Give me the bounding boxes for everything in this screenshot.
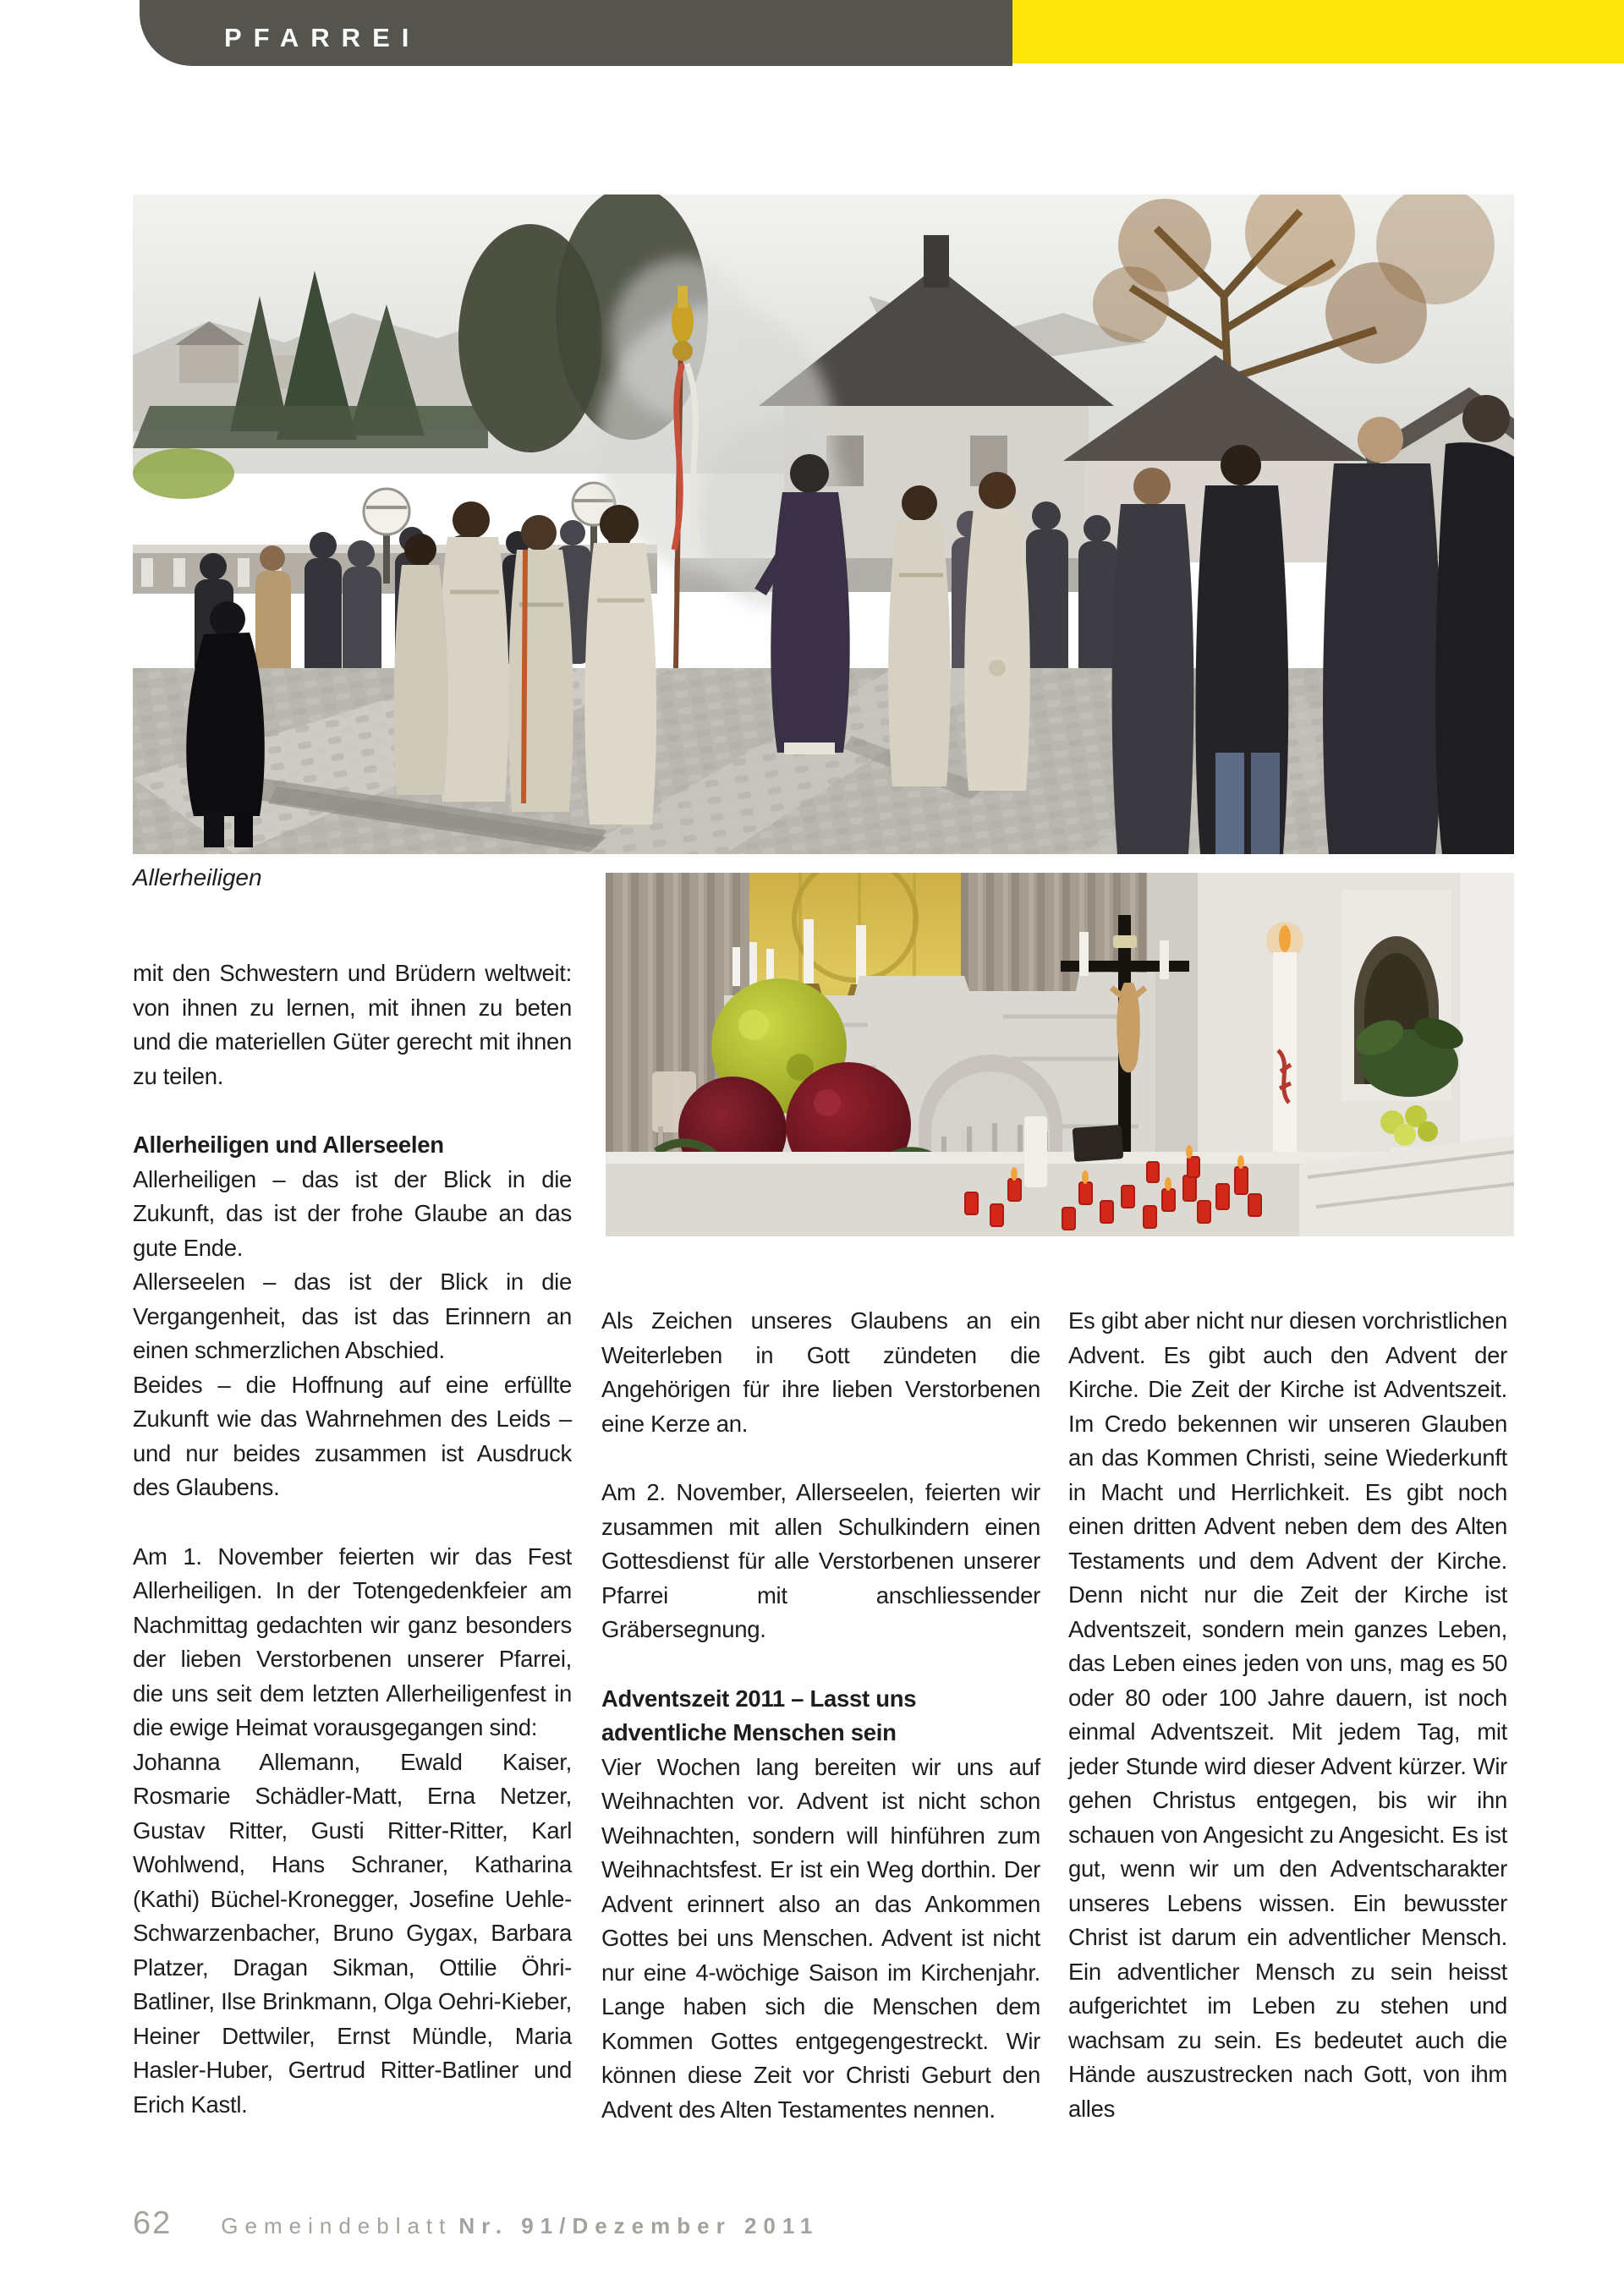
section-label: PFARREI [224, 23, 421, 52]
page-number: 62 [133, 2206, 173, 2241]
procession-photo-graphic [133, 195, 1514, 854]
article-paragraph: Vier Wochen lang bereiten wir uns auf Weihnachten vor. Advent ist nicht schon Weihnachten, sondern will hinführen zum Weihnachtsfest. Er ist ein Weg dorthin. Der Advent erinnert also an das Ankommen Gottes bei uns Menschen. Advent ist nicht nur eine 4-wöchige Saison im Kirchenjahr. Lange haben sich die Menschen dem Kommen Gottes entgegengestreckt. Wir können diese Zeit vor Christi Geburt den Advent des Alten Testamentes nennen. [601, 1753, 1040, 2123]
article-paragraph: Am 1. November feierten wir das Fest Allerheiligen. In der Totengedenkfeier am Nachmittag gedachten wir ganz besonders der lieben Verstorbenen unserer Pfarrei, die uns seit dem letzten Allerheiligenfest in die ewige Heimat vorausgegangen sind: [133, 1543, 572, 1740]
article-paragraph: Johanna Allemann, Ewald Kaiser, Rosmarie Schädler-Matt, Erna Netzer, Gustav Ritter, Gusti Ritter-Ritter, Karl Wohlwend, Hans Schraner, Katharina (Kathi) Büchel-Kronegger, Josefine Uehle-Schwarzenbacher, Bruno Gygax, Barbara Platzer, Dragan Sikman, Ottilie Öhri-Batliner, Ilse Brinkmann, Olga Oehri-Kieber, Heiner Dettwiler, Ernst Mündle, Maria Hasler-Huber, Gertrud Ritter-Batliner und Erich Kastl. [133, 1748, 572, 2118]
article-heading: Adventszeit 2011 – Lasst uns adventliche Menschen sein [601, 1685, 917, 1745]
header-banner [140, 0, 1012, 66]
footer-publication: Gemeindeblatt [221, 2213, 453, 2238]
footer-issue: Nr. 91/Dezember 2011 [458, 2213, 820, 2238]
article-column-1 [133, 956, 572, 2122]
article-paragraph: Beides – die Hoffnung auf eine erfüllte Zukunft wie das Wahrnehmen des Leids – und nur beides zusammen ist Ausdruck des Glaubens. [133, 1371, 572, 1500]
article-paragraph: Als Zeichen unseres Glaubens an ein Weiterleben in Gott zündeten die Angehörigen für ihre lieben Verstorbenen eine Kerze an. [601, 1307, 1040, 1437]
header-accent-bar [1012, 0, 1624, 63]
page-footer [133, 2206, 1317, 2256]
article-paragraph: Es gibt aber nicht nur diesen vorchristlichen Advent. Es gibt auch den Advent der Kirche. Die Zeit der Kirche ist Adventszeit. Im Credo bekennen wir unseren Glauben an das Kommen Christi, seine Wiederkunft in Macht und Herrlichkeit. Es gibt noch einen dritten Advent neben dem des Alten Testaments und dem Advent der Kirche. Denn nicht nur die Zeit der Kirche ist Adventszeit, sondern mein ganzes Leben, das Leben eines jeden von uns, mag es 50 oder 80 oder 100 Jahre dauern, ist noch einmal Adventszeit. Mit jedem Tag, mit jeder Stunde wird dieser Advent kürzer. Wir gehen Christus entgegen, bis wir ihn schauen von Angesicht zu Angesicht. Es ist gut, wenn wir um den Adventscharakter unseres Lebens wissen. Ein bewusster Christ ist darum ein adventlicher Mensch. Ein adventlicher Mensch zu sein heisst aufgerichtet im Leben zu stehen und wachsam zu sein. Es bedeutet auch die Hände auszustrecken nach Gott, von ihm alles [1068, 1307, 1507, 2122]
article-paragraph: mit den Schwestern und Brüdern weltweit: von ihnen zu lernen, mit ihnen zu beten und die materiellen Güter gerecht mit ihnen zu teilen. [133, 960, 572, 1089]
article-paragraph: Allerheiligen – das ist der Blick in die Zukunft, das ist der frohe Glaube an das gute Ende. [133, 1165, 572, 1261]
article-column-3 [1068, 1304, 1507, 2126]
procession-photo [133, 195, 1514, 854]
article-paragraph: Allerseelen – das ist der Blick in die Vergangenheit, das ist das Erinnern an einen schmerzlichen Abschied. [133, 1269, 572, 1363]
article-heading: Allerheiligen und Allerseelen [133, 1132, 444, 1158]
altar-photo-graphic [606, 873, 1514, 1236]
altar-photo [606, 873, 1514, 1236]
article-column-2 [601, 1304, 1040, 2127]
article-paragraph: Am 2. November, Allerseelen, feierten wir zusammen mit allen Schulkindern einen Gottesdienst für alle Verstorbenen unserer Pfarrei mit anschliessender Gräbersegnung. [601, 1479, 1040, 1642]
photo-caption: Allerheiligen [133, 864, 262, 890]
